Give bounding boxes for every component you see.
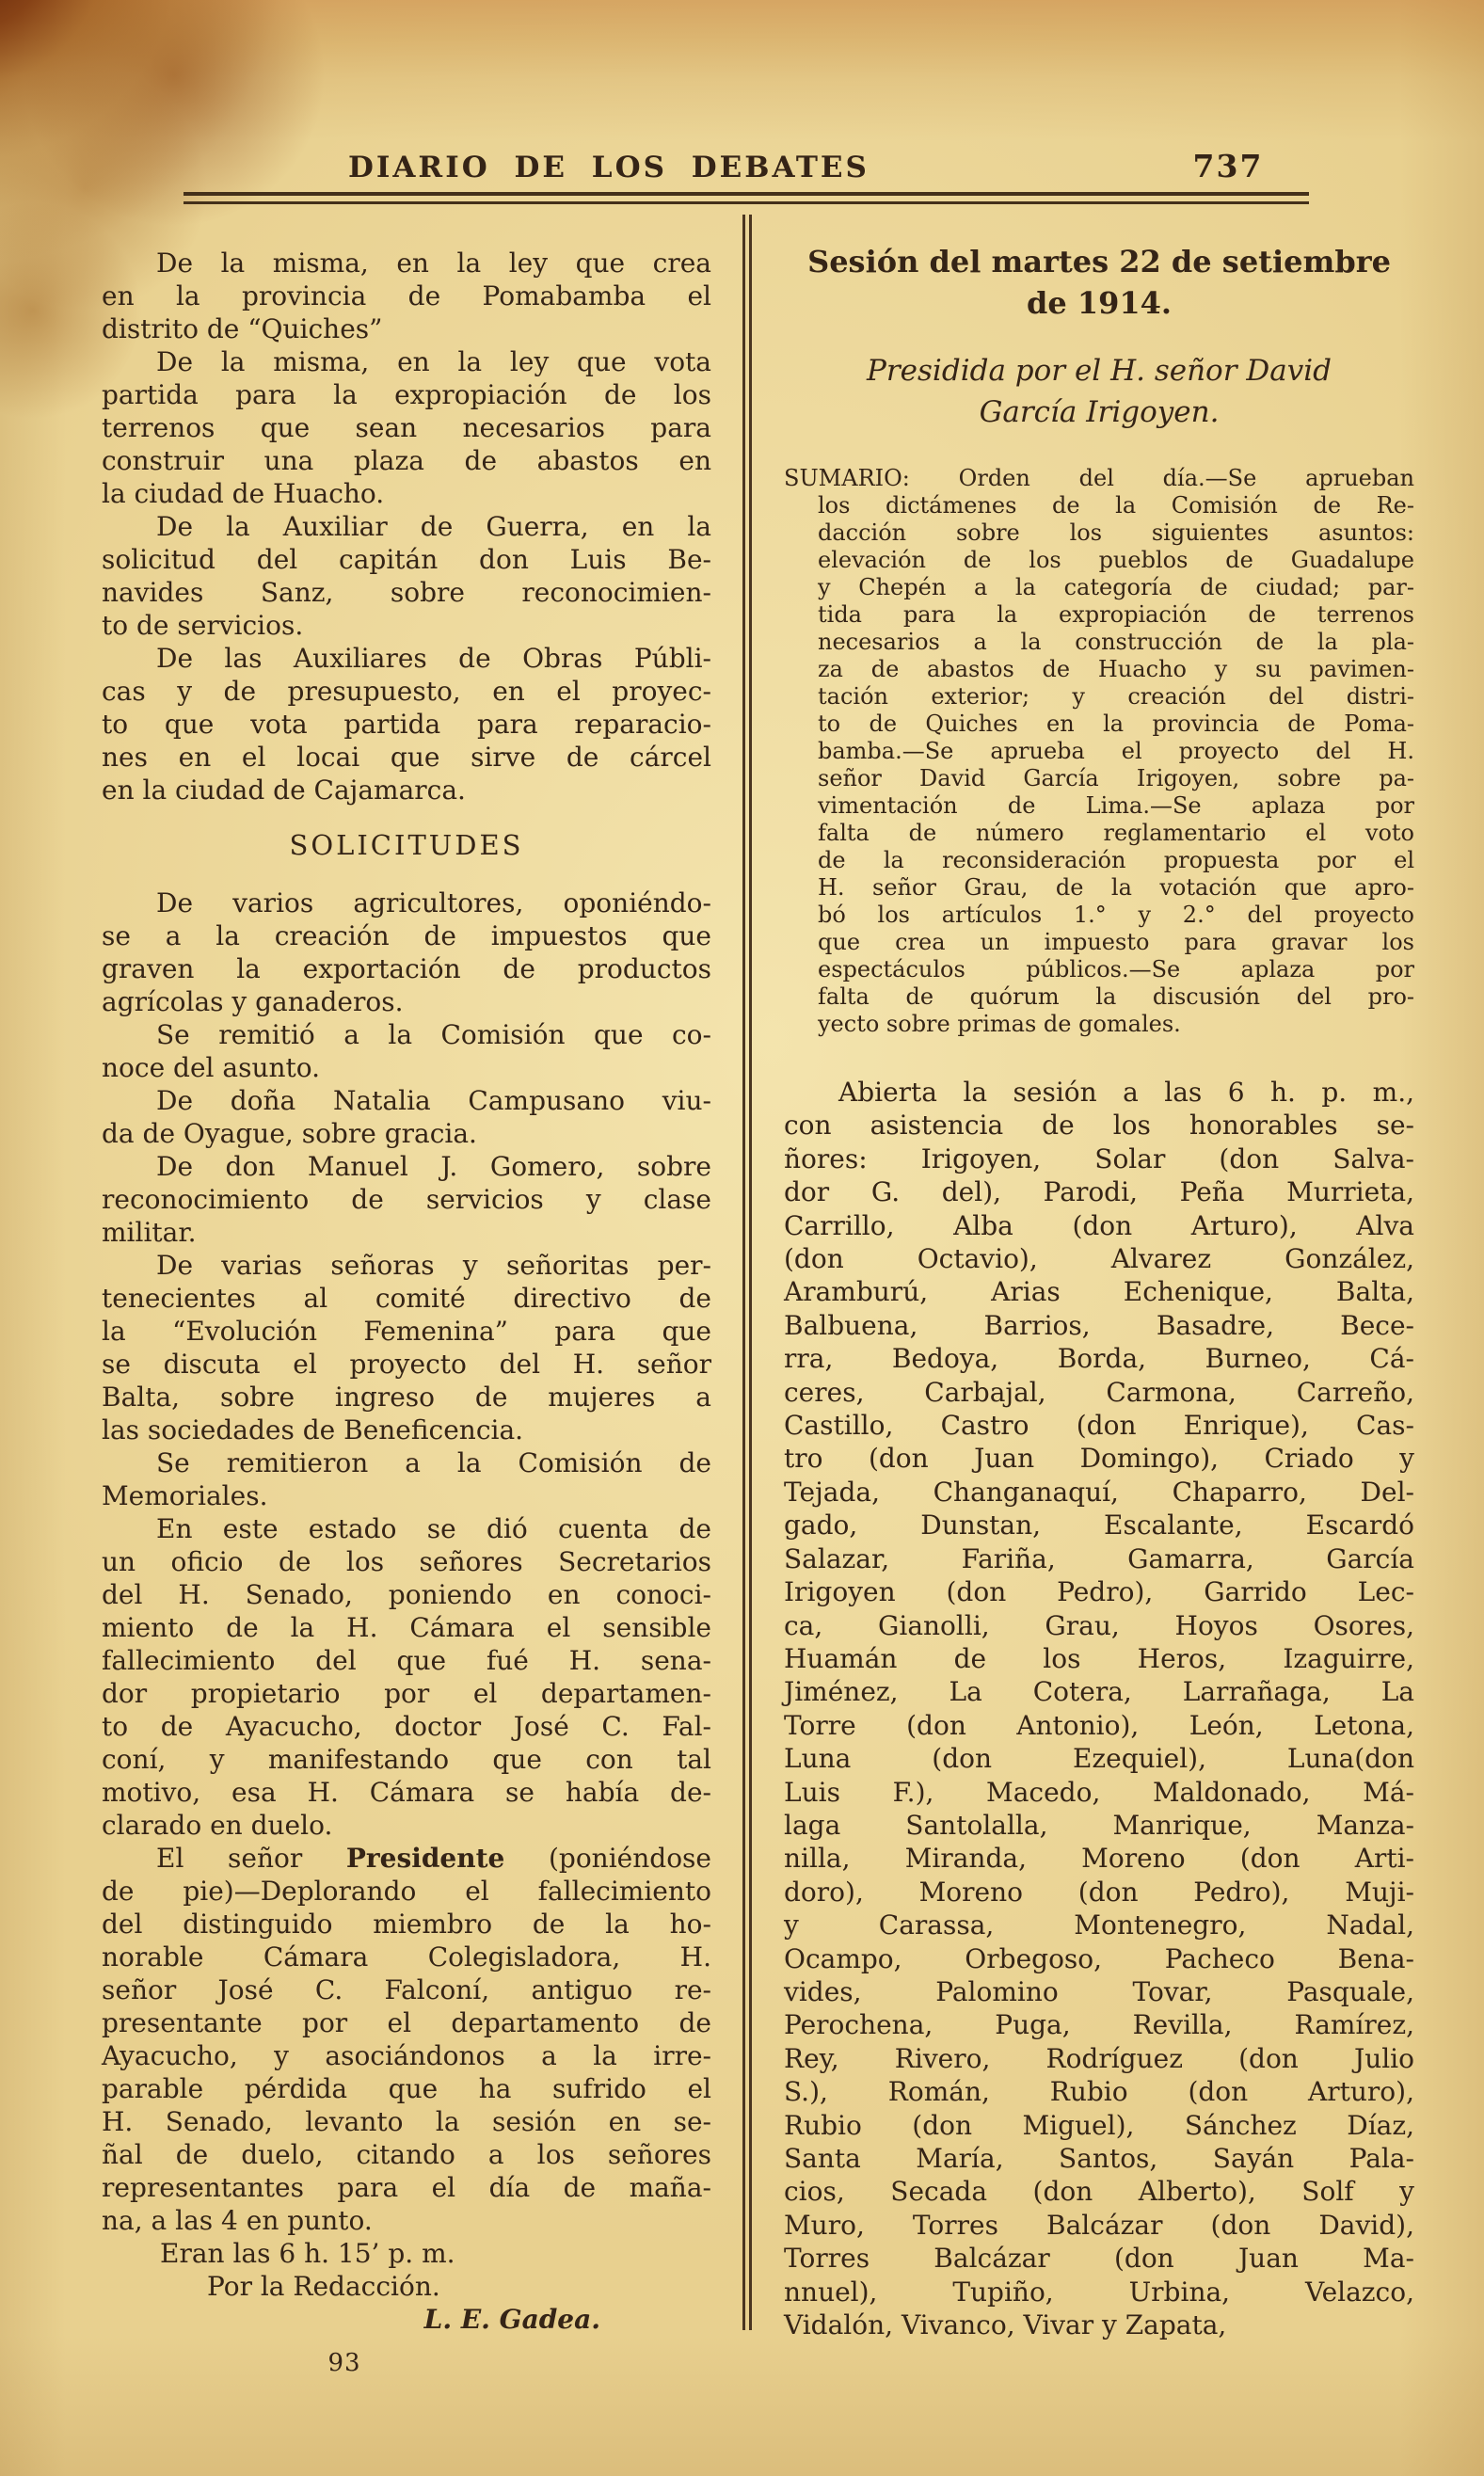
text-line: (don Octavio), Alvarez González, [784, 1243, 1414, 1275]
text-line: Memoriales. [102, 1480, 268, 1511]
text-line: señor David García Irigoyen, sobre pa- [818, 765, 1414, 791]
text-line: tación exterior; y creación del distri- [818, 683, 1414, 710]
text-line: Rey, Rivero, Rodríguez (don Julio [784, 2042, 1414, 2074]
text-line: espectáculos públicos.—Se aplaza por [818, 956, 1414, 982]
text-line: rra, Bedoya, Borda, Burneo, Cá- [784, 1343, 1414, 1375]
text-line: H. señor Grau, de la votación que apro- [818, 874, 1414, 901]
text-line: S.), Román, Rubio (don Arturo), [784, 2076, 1414, 2108]
text-line: Carrillo, Alba (don Arturo), Alva [784, 1209, 1414, 1241]
text-line: y Carassa, Montenegro, Nadal, [784, 1909, 1414, 1941]
text-line: El señor Presidente (poniéndose [156, 1843, 711, 1874]
text-line: dor propietario por el departamen- [102, 1678, 711, 1709]
text-line: Se remitieron a la Comisión de [156, 1447, 711, 1478]
text-line: ceres, Carbajal, Carmona, Carreño, [784, 1376, 1414, 1408]
presided-by [784, 350, 1414, 433]
paragraph [102, 642, 711, 807]
text-line: bamba.—Se aprueba el proyecto del H. [818, 738, 1414, 764]
text-line: Torre (don Antonio), León, Letona, [784, 1709, 1414, 1741]
text-line: los dictámenes de la Comisión de Re- [818, 492, 1414, 519]
paragraph [102, 1150, 711, 1249]
text-line: De varios agricultores, oponiéndo- [156, 887, 711, 919]
text-line: dor G. del), Parodi, Peña Murrieta, [784, 1176, 1414, 1208]
text-line: Aramburú, Arias Echenique, Balta, [784, 1276, 1414, 1308]
text-line: dacción sobre los siguientes asuntos: [818, 519, 1414, 546]
text-line: De doña Natalia Campusano viu- [156, 1085, 711, 1116]
text-line: Jiménez, La Cotera, Larrañaga, La [784, 1676, 1414, 1708]
text-line: Presidida por el H. señor David [867, 354, 1332, 388]
text-line: laga Santolalla, Manrique, Manza- [784, 1809, 1414, 1841]
text-line: de 1914. [1026, 285, 1173, 321]
sumario-abstract [784, 465, 1414, 1038]
text-line: nilla, Miranda, Moreno (don Arti- [784, 1843, 1414, 1875]
text-line: cios, Secada (don Alberto), Solf y [784, 2176, 1414, 2208]
text-line: ñal de duelo, citando a los señores [102, 2139, 711, 2170]
text-line: Castillo, Castro (don Enrique), Cas- [784, 1410, 1414, 1442]
text-line: coní, y manifestando que con tal [102, 1744, 711, 1775]
text-line: De la Auxiliar de Guerra, en la [156, 511, 711, 542]
text-line: bó los artículos 1.° y 2.° del proyecto [818, 902, 1414, 928]
text-line: to que vota partida para reparacio- [102, 709, 711, 740]
paragraph [102, 1018, 711, 1084]
text-line: Abierta la sesión a las 6 h. p. m., [838, 1077, 1414, 1108]
paragraph [102, 1842, 711, 2237]
text-line: presentante por el departamento de [102, 2007, 711, 2038]
text-line: de pie)—Deplorando el fallecimiento [102, 1876, 711, 1907]
attendance-paragraph [784, 1076, 1414, 2341]
text-line: y Chepén a la categoría de ciudad; par- [818, 574, 1414, 600]
paragraph [102, 887, 711, 1018]
text-line: Balta, sobre ingreso de mujeres a [102, 1382, 711, 1413]
text-line: fallecimiento del que fué H. sena- [102, 1645, 711, 1676]
text-line: del H. Senado, poniendo en conoci- [102, 1579, 711, 1610]
text-line: un oficio de los señores Secretarios [102, 1546, 711, 1577]
text-line: con asistencia de los honorables se- [784, 1110, 1414, 1142]
text-line: construir una plaza de abastos en [102, 445, 711, 476]
text-line: representantes para el día de maña- [102, 2172, 711, 2203]
column-divider-rule [742, 215, 752, 2330]
paragraph [102, 1512, 711, 1842]
text-line: parable pérdida que ha sufrido el [102, 2073, 711, 2104]
text-line: en la provincia de Pomabamba el [102, 280, 711, 311]
text-line: Balbuena, Barrios, Basadre, Bece- [784, 1309, 1414, 1341]
text-line: Rubio (don Miguel), Sánchez Díaz, [784, 2109, 1414, 2141]
text-line: nes en el locai que sirve de cárcel [102, 742, 711, 773]
text-line: Sesión del martes 22 de setiembre [807, 244, 1391, 280]
text-line: tida para la expropiación de terrenos [818, 601, 1414, 628]
session-title [784, 241, 1414, 324]
text-line: motivo, esa H. Cámara se había de- [102, 1777, 711, 1808]
text-line: nnuel), Tupiño, Urbina, Velazco, [784, 2276, 1414, 2308]
text-line: militar. [102, 1217, 197, 1248]
text-line: que crea un impuesto para gravar los [818, 929, 1414, 955]
text-line: clarado en duelo. [102, 1810, 333, 1841]
section-heading: SOLICITUDES [289, 829, 524, 861]
paragraph [102, 1446, 711, 1512]
masthead-title: DIARIO DE LOS DEBATES [348, 151, 870, 184]
signature-line: L. E. Gadea. [423, 2304, 600, 2335]
text-line: miento de la H. Cámara el sensible [102, 1612, 711, 1643]
text-line: elevación de los pueblos de Guadalupe [818, 547, 1414, 573]
text-line: De la misma, en la ley que vota [156, 346, 711, 377]
text-line: de la reconsideración propuesta por el [818, 847, 1414, 873]
text-line: SUMARIO: Orden del día.—Se aprueban [784, 465, 1414, 491]
text-line: za de abastos de Huacho y su pavimen- [818, 656, 1414, 682]
text-line: Muro, Torres Balcázar (don David), [784, 2209, 1414, 2241]
text-line: De las Auxiliares de Obras Públi- [156, 643, 711, 674]
text-line: to de servicios. [102, 610, 304, 641]
text-line: Ayacucho, y asociándonos a la irre- [102, 2040, 711, 2071]
text-line: vides, Palomino Tovar, Pasquale, [784, 1975, 1414, 2007]
text-line: to de Quiches en la provincia de Poma- [818, 711, 1414, 737]
text-line: Torres Balcázar (don Juan Ma- [784, 2243, 1414, 2275]
text-line: distrito de “Quiches” [102, 313, 383, 344]
text-line: H. Senado, levanto la sesión en se- [102, 2106, 711, 2137]
text-line: to de Ayacucho, doctor José C. Fal- [102, 1711, 711, 1742]
text-line: En este estado se dió cuenta de [156, 1513, 711, 1544]
paragraph [102, 247, 711, 345]
text-line: Huamán de los Heros, Izaguirre, [784, 1642, 1414, 1674]
text-line: la “Evolución Femenina” para que [102, 1316, 711, 1347]
text-line: graven la exportación de productos [102, 953, 711, 984]
text-line: noce del asunto. [102, 1052, 321, 1083]
paragraph [102, 1249, 711, 1446]
text-line: tenecientes al comité directivo de [102, 1283, 711, 1314]
text-line: da de Oyague, sobre gracia. [102, 1118, 477, 1149]
header-double-rule [184, 192, 1309, 204]
paragraph [102, 510, 711, 642]
text-line: yecto sobre primas de gomales. [818, 1011, 1181, 1037]
text-line: del distinguido miembro de la ho- [102, 1909, 711, 1940]
text-line: na, a las 4 en punto. [102, 2205, 373, 2236]
text-line: solicitud del capitán don Luis Be- [102, 544, 711, 575]
text-line: tro (don Juan Domingo), Criado y [784, 1443, 1414, 1475]
text-line: gado, Dunstan, Escalante, Escardó [784, 1510, 1414, 1542]
text-line: navides Sanz, sobre reconocimien- [102, 577, 711, 608]
text-line: De don Manuel J. Gomero, sobre [156, 1151, 711, 1182]
text-line: partida para la expropiación de los [102, 379, 711, 410]
text-line: se a la creación de impuestos que [102, 920, 711, 951]
text-line: falta de número reglamentario el voto [818, 820, 1414, 846]
text-line: Irigoyen (don Pedro), Garrido Lec- [784, 1576, 1414, 1608]
text-line: Luna (don Ezequiel), Luna(don [784, 1743, 1414, 1775]
text-line: De varias señoras y señoritas per- [156, 1250, 711, 1281]
text-line: falta de quórum la discusión del pro- [818, 983, 1414, 1010]
text-line: De la misma, en la ley que crea [156, 248, 711, 279]
left-column [102, 247, 711, 2336]
text-line: ca, Gianolli, Grau, Hoyos Osores, [784, 1609, 1414, 1641]
text-line: necesarios a la construcción de la pla- [818, 629, 1414, 655]
text-line: las sociedades de Beneficencia. [102, 1414, 524, 1446]
time-line: Eran las 6 h. 15’ p. m. [160, 2238, 455, 2269]
byline-line: Por la Redacción. [207, 2271, 440, 2302]
text-line: se discuta el proyecto del H. señor [102, 1349, 711, 1380]
text-line: Se remitió a la Comisión que co- [156, 1019, 711, 1050]
sheet-number: 93 [327, 2349, 361, 2377]
page-number: 737 [1192, 148, 1264, 184]
text-line: la ciudad de Huacho. [102, 478, 385, 509]
text-line: vimentación de Lima.—Se aplaza por [818, 792, 1414, 819]
text-line: agrícolas y ganaderos. [102, 986, 404, 1017]
text-line: Luis F.), Macedo, Maldonado, Má- [784, 1776, 1414, 1808]
text-line: Perochena, Puga, Revilla, Ramírez, [784, 2009, 1414, 2041]
paragraph [102, 1084, 711, 1150]
text-line: ñores: Irigoyen, Solar (don Salva- [784, 1142, 1414, 1174]
paragraph [102, 345, 711, 510]
text-line: en la ciudad de Cajamarca. [102, 775, 466, 806]
text-line: reconocimiento de servicios y clase [102, 1184, 711, 1215]
text-line: terrenos que sean necesarios para [102, 412, 711, 443]
text-line: Salazar, Fariña, Gamarra, García [784, 1542, 1414, 1574]
text-line: cas y de presupuesto, en el proyec- [102, 676, 711, 707]
text-line: señor José C. Falconí, antiguo re- [102, 1974, 711, 2005]
text-line: doro), Moreno (don Pedro), Muji- [784, 1876, 1414, 1908]
right-column [784, 235, 1414, 2341]
text-line: García Irigoyen. [979, 395, 1220, 429]
text-line: Santa María, Santos, Sayán Pala- [784, 2143, 1414, 2174]
text-line: norable Cámara Colegisladora, H. [102, 1941, 711, 1973]
text-line: Tejada, Changanaquí, Chaparro, Del- [784, 1476, 1414, 1508]
text-line: Ocampo, Orbegoso, Pacheco Bena- [784, 1942, 1414, 1974]
text-line: Vidalón, Vivanco, Vivar y Zapata, [784, 2309, 1227, 2341]
